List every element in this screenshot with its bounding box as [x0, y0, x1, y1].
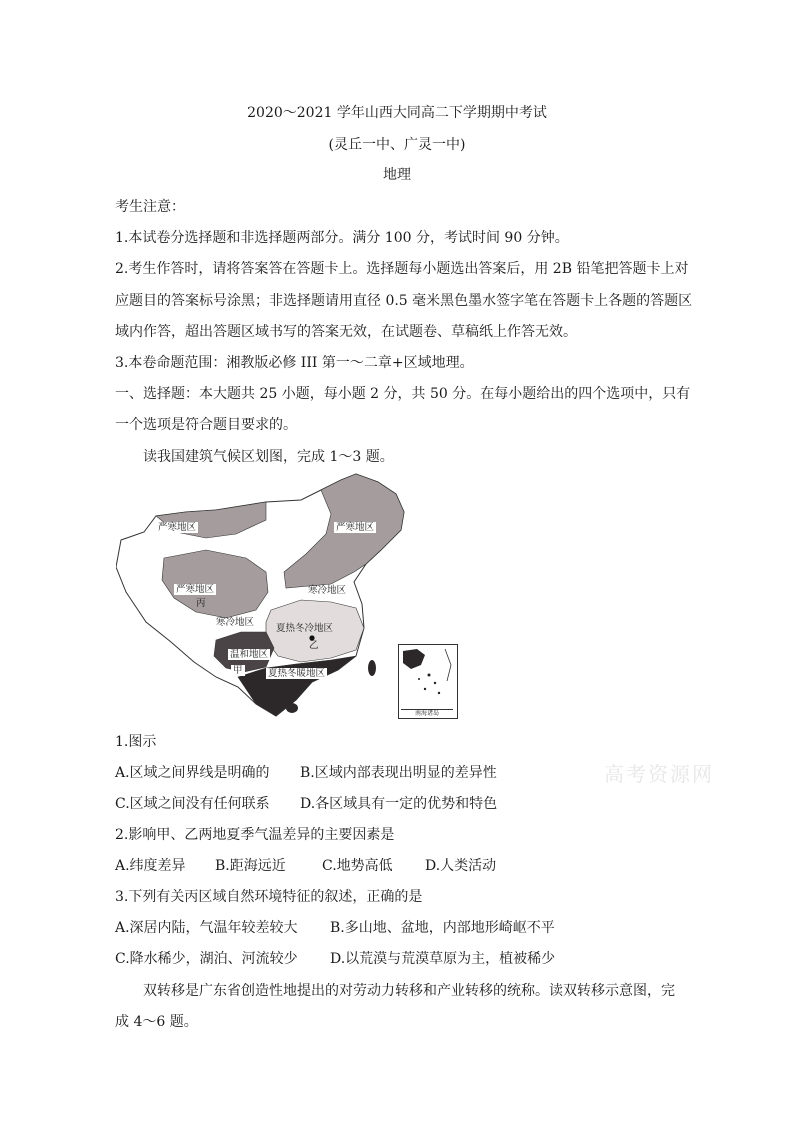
q1-option-a: A.区域之间界线是明确的: [115, 765, 270, 781]
label-hot-summer-warm-winter: 夏热冬暖地区: [268, 668, 326, 679]
label-severe-cold-w: 严寒地区: [176, 584, 215, 595]
q1-option-c: C.区域之间没有任何联系: [115, 796, 270, 812]
q1-option-d: D.各区域具有一定的优势和特色: [300, 796, 498, 812]
label-severe-cold-nw: 严寒地区: [158, 522, 197, 533]
notice-line-1: 1.本试卷分选择题和非选择题两部分。满分 100 分，考试时间 90 分钟。: [115, 230, 569, 246]
notice-line-2a: 2.考生作答时，请将答案答在答题卡上。选择题每小题选出答案后，用 2B 铅笔把答题卡上对: [115, 261, 689, 277]
watermark: 高考资源网: [604, 762, 714, 786]
south-china-sea-inset: [398, 644, 458, 719]
hainan-island: [286, 703, 298, 713]
notice-heading: 考生注意：: [115, 199, 185, 215]
exam-subject: 地理: [383, 167, 411, 183]
inset-label: 南海诸岛: [401, 709, 453, 717]
label-mild: 温和地区: [230, 649, 269, 660]
notice-line-2b: 应题目的答案标号涂黑；非选择题请用直径 0.5 毫米黑色墨水签字笔在答题卡上各题的答题区: [115, 293, 693, 309]
q3-option-a: A.深居内陆，气温年较差较大: [115, 920, 298, 936]
notice-line-3: 3.本卷命题范围：湘教版必修 III 第一～二章+区域地理。: [115, 355, 474, 371]
q2-stem: 2.影响甲、乙两地夏季气温差异的主要因素是: [115, 827, 395, 843]
q1-option-b: B.区域内部表现出明显的差异性: [300, 765, 497, 781]
section1-line-a: 一、选择题：本大题共 25 小题，每小题 2 分，共 50 分。在每小题给出的四个选项中，只有: [115, 386, 691, 402]
q2-option-c: C.地势高低: [322, 858, 393, 874]
section1-line-b: 一个选项是符合题目要求的。: [115, 417, 297, 433]
exam-title: 2020～2021 学年山西大同高二下学期期中考试: [247, 105, 547, 121]
q2-option-a: A.纬度差异: [115, 858, 186, 874]
label-yi: 乙: [309, 640, 319, 651]
taiwan-island: [368, 660, 376, 676]
exam-schools: (灵丘一中、广灵一中): [328, 137, 466, 153]
intro-q4-6-line-b: 成 4～6 题。: [115, 1014, 198, 1030]
notice-line-2c: 域内作答，超出答题区域书写的答案无效，在试题卷、草稿纸上作答无效。: [115, 324, 577, 340]
label-jia: 甲: [233, 665, 243, 676]
intro-q4-6-line-a: 双转移是广东省创造性地提出的对劳动力转移和产业转移的统称。读双转移示意图，完: [143, 983, 675, 999]
q2-option-b: B.距海远近: [215, 858, 286, 874]
inset-svg: [399, 645, 457, 707]
intro-q1-3: 读我国建筑气候区划图，完成 1～3 题。: [143, 449, 394, 465]
label-cold-w: 寒冷地区: [216, 617, 255, 628]
q1-stem: 1.图示: [115, 734, 157, 750]
q3-option-c: C.降水稀少，湖泊、河流较少: [115, 951, 298, 967]
q3-option-b: B.多山地、盆地，内部地形崎岖不平: [330, 920, 555, 936]
label-cold-mid: 寒冷地区: [308, 585, 347, 596]
label-hot-summer-cold-winter: 夏热冬冷地区: [276, 623, 334, 634]
label-bing: 丙: [196, 598, 206, 609]
label-severe-cold-ne: 严寒地区: [336, 522, 375, 533]
q3-stem: 3.下列有关丙区域自然环境特征的叙述，正确的是: [115, 889, 423, 905]
q3-option-d: D.以荒漠与荒漠草原为主，植被稀少: [330, 951, 556, 967]
q2-option-d: D.人类活动: [425, 858, 497, 874]
inset-coast: [403, 649, 425, 669]
